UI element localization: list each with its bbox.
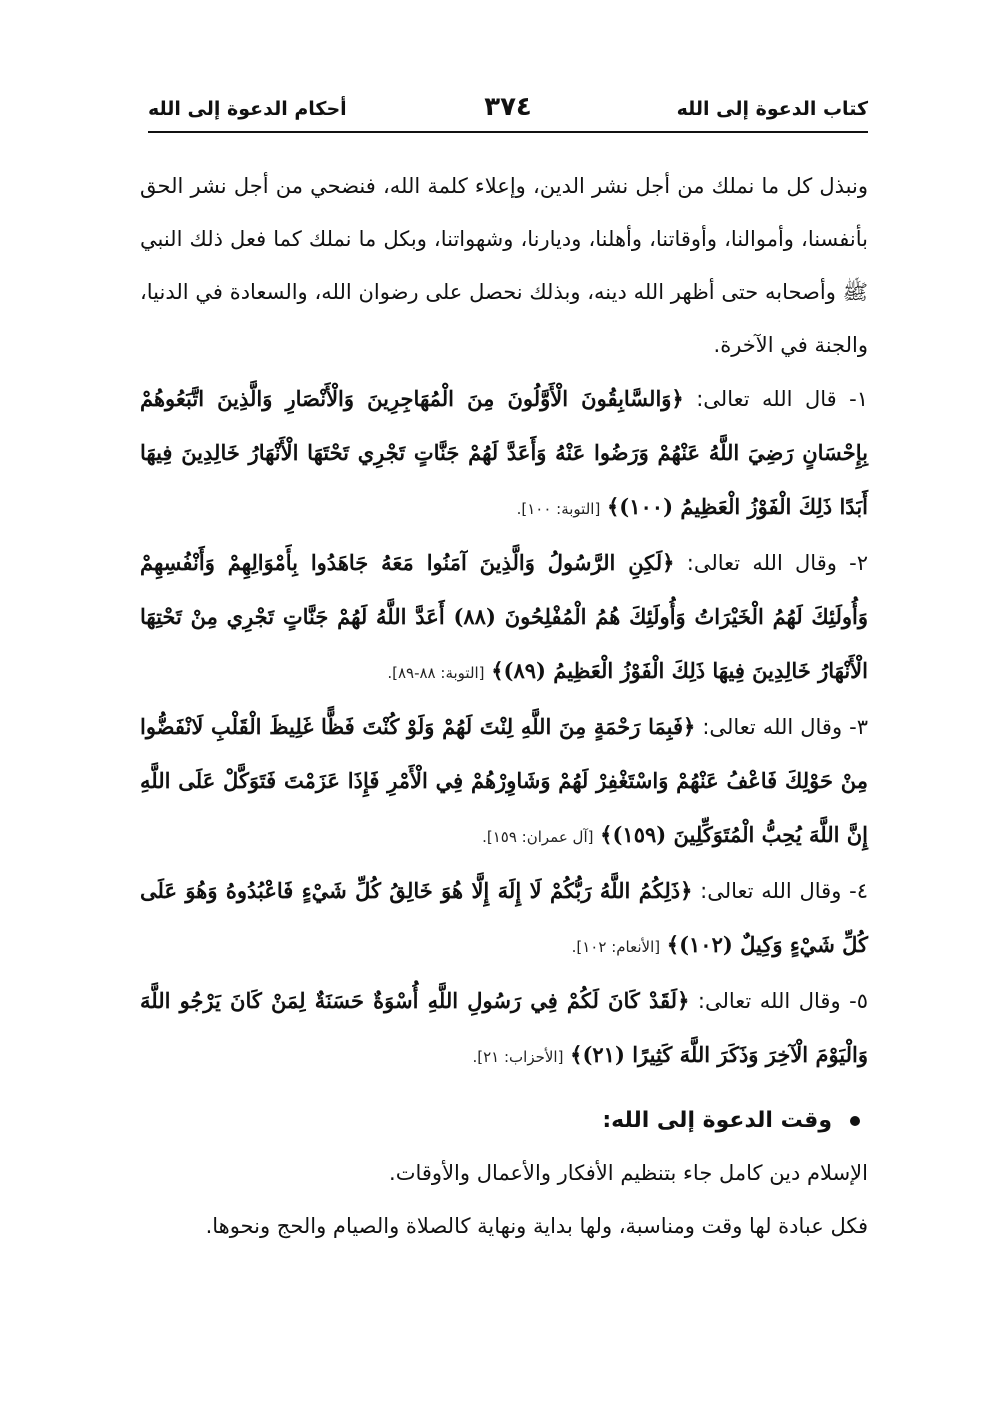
quran-verse: ﴿وَالسَّابِقُونَ الْأَوَّلُونَ مِنَ الْمُهَاجِرِينَ وَالْأَنْصَارِ وَالَّذِينَ اتَّبَعُوهُمْ بِإِحْسَانٍ رَضِيَ اللَّهُ عَنْهُمْ وَرَضُوا عَنْهُ وَأَعَدَّ لَهُمْ جَنَّاتٍ تَجْرِي تَحْتَهَا الْأَنْهَارُ خَالِدِينَ فِيهَا أَبَدًا ذَلِكَ الْفَوْزُ الْعَظِيمُ (١٠٠)﴾ [140, 386, 868, 519]
item-number: ٣- [849, 715, 868, 739]
bullet-icon [850, 1116, 860, 1126]
section-heading-text: وقت الدعوة إلى الله: [602, 1108, 832, 1133]
quran-verse: ﴿ذَلِكُمُ اللَّهُ رَبُّكُمْ لَا إِلَهَ إِلَّا هُوَ خَالِقُ كُلِّ شَيْءٍ فَاعْبُدُوهُ وَهُوَ عَلَى كُلِّ شَيْءٍ وَكِيلٌ (١٠٢)﴾ [140, 878, 868, 957]
verse-item-3 [140, 700, 868, 864]
item-lead: وقال الله تعالى: [702, 715, 843, 739]
quran-verse: ﴿فَبِمَا رَحْمَةٍ مِنَ اللَّهِ لِنْتَ لَهُمْ وَلَوْ كُنْتَ فَظًّا غَلِيظَ الْقَلْبِ لَانْفَضُّوا مِنْ حَوْلِكَ فَاعْفُ عَنْهُمْ وَاسْتَغْفِرْ لَهُمْ وَشَاوِرْهُمْ فِي الْأَمْرِ فَإِذَا عَزَمْتَ فَتَوَكَّلْ عَلَى اللَّهِ إِنَّ اللَّهَ يُحِبُّ الْمُتَوَكِّلِينَ (١٥٩)﴾ [140, 714, 868, 847]
item-lead: وقال الله تعالى: [697, 989, 841, 1013]
section-paragraph-1: الإسلام دين كامل جاء بتنظيم الأفكار والأعمال والأوقات. [389, 1161, 868, 1185]
section-heading [140, 1094, 868, 1147]
item-number: ٥- [849, 989, 868, 1013]
page-header [148, 92, 868, 132]
page-body [140, 160, 868, 1253]
item-number: ٢- [849, 551, 868, 575]
verse-reference: [آل عمران: ١٥٩]. [482, 828, 594, 846]
verse-reference: [التوبة: ٨٨-٨٩]. [387, 664, 485, 682]
section-paragraph-2: فكل عبادة لها وقت ومناسبة، ولها بداية ونهاية كالصلاة والصيام والحج ونحوها. [205, 1214, 868, 1238]
verse-reference: [التوبة: ١٠٠]. [516, 500, 601, 518]
item-lead: قال الله تعالى: [696, 387, 837, 411]
quran-verse: ﴿لَكِنِ الرَّسُولُ وَالَّذِينَ آمَنُوا مَعَهُ جَاهَدُوا بِأَمْوَالِهِمْ وَأَنْفُسِهِمْ وَأُولَئِكَ لَهُمُ الْخَيْرَاتُ وَأُولَئِكَ هُمُ الْمُفْلِحُونَ (٨٨) أَعَدَّ اللَّهُ لَهُمْ جَنَّاتٍ تَجْرِي مِنْ تَحْتِهَا الْأَنْهَارُ خَالِدِينَ فِيهَا ذَلِكَ الْفَوْزُ الْعَظِيمُ (٨٩)﴾ [140, 550, 868, 683]
verse-reference: [الأحزاب: ٢١]. [472, 1048, 564, 1066]
intro-paragraph: ونبذل كل ما نملك من أجل نشر الدين، وإعلاء كلمة الله، فنضحي من أجل نشر الحق بأنفسنا، وأموالنا، وأوقاتنا، وأهلنا، وديارنا، وشهواتنا، وبكل ما نملك كما فعل ذلك النبي ﷺ وأصحابه حتى أظهر الله دينه، وبذلك نحصل على رضوان الله، والسعادة في الدنيا، والجنة في الآخرة. [140, 174, 868, 357]
header-rule [148, 131, 868, 133]
item-lead: وقال الله تعالى: [700, 879, 842, 903]
verse-item-2 [140, 536, 868, 700]
item-number: ١- [849, 387, 868, 411]
verse-item-1 [140, 372, 868, 536]
verse-item-4 [140, 864, 868, 974]
book-title: كتاب الدعوة إلى الله [676, 98, 868, 120]
verse-reference: [الأنعام: ١٠٢]. [571, 938, 661, 956]
item-lead: وقال الله تعالى: [686, 551, 837, 575]
quran-verse: ﴿لَقَدْ كَانَ لَكُمْ فِي رَسُولِ اللَّهِ أُسْوَةٌ حَسَنَةٌ لِمَنْ كَانَ يَرْجُو اللَّهَ وَالْيَوْمَ الْآخِرَ وَذَكَرَ اللَّهَ كَثِيرًا (٢١)﴾ [140, 988, 868, 1067]
item-number: ٤- [849, 879, 868, 903]
page-number: ٣٧٤ [484, 92, 532, 122]
chapter-title: أحكام الدعوة إلى الله [148, 98, 347, 120]
verse-item-5 [140, 974, 868, 1084]
